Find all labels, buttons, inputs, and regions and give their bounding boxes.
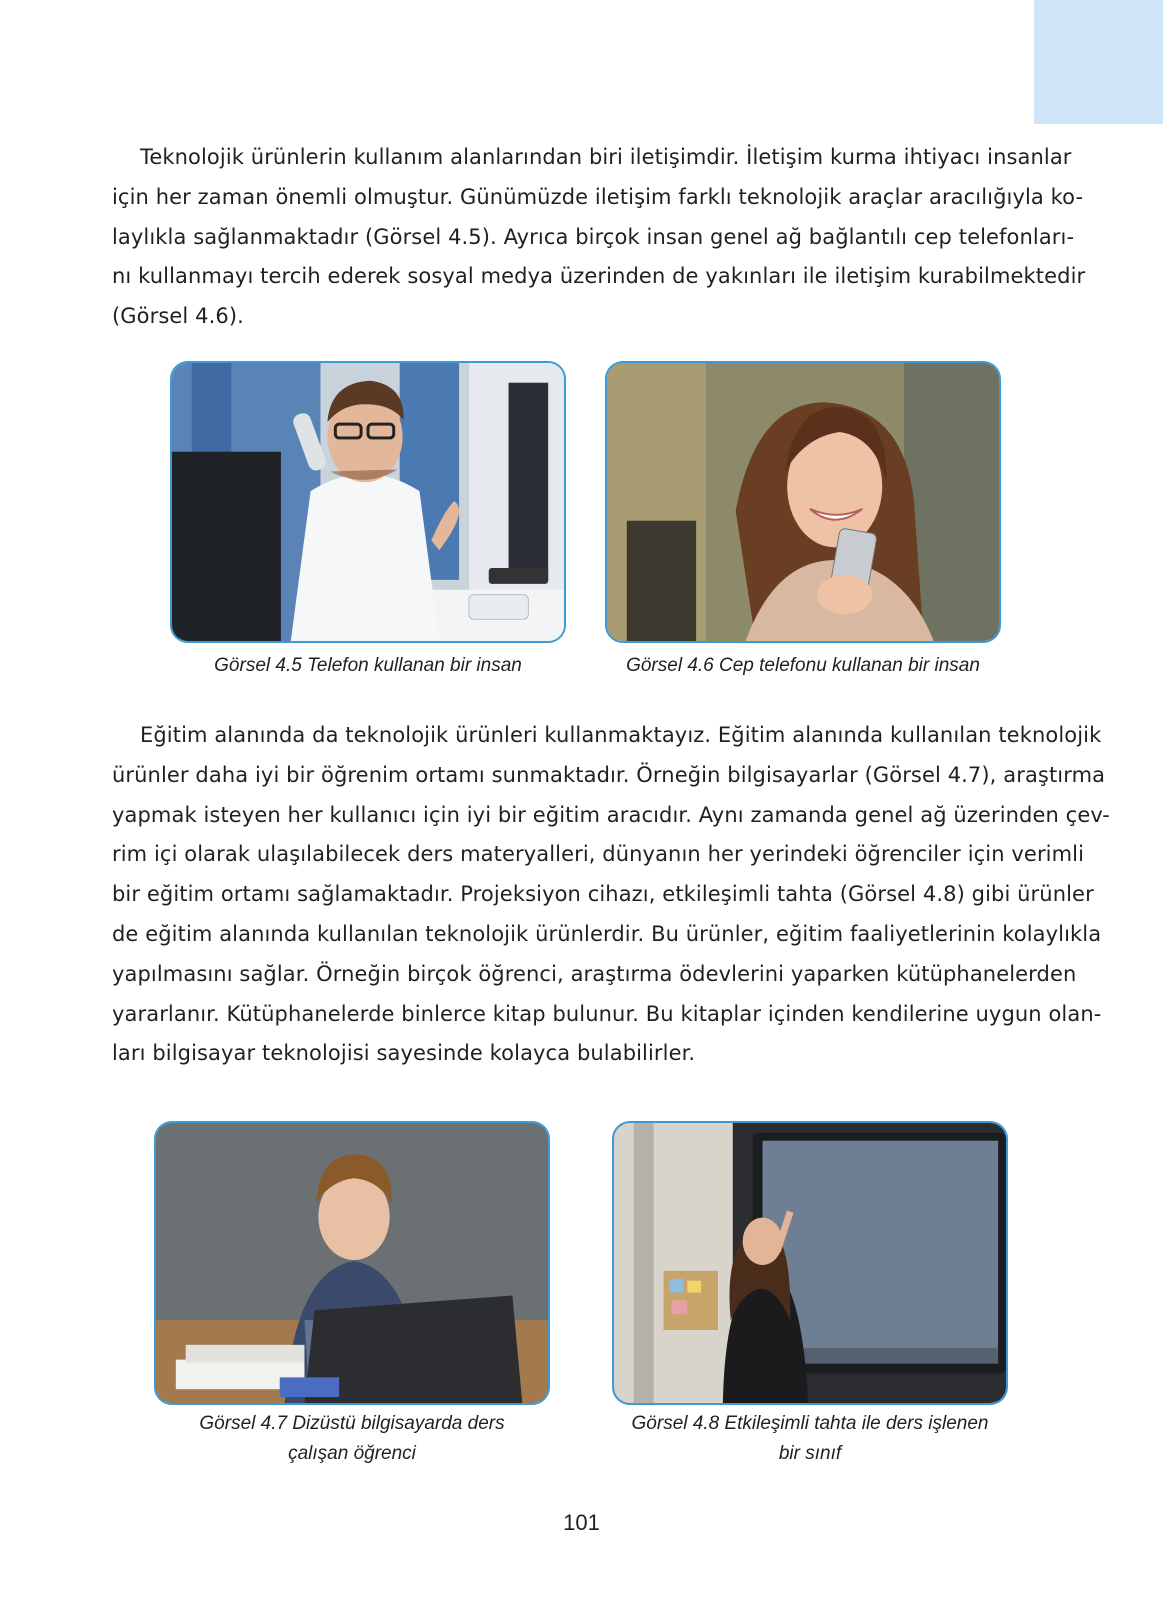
text-line: için her zaman önemli olmuştur. Günümüzde iletişim farklı teknolojik araçlar aracılığıyla ko- [112,184,1084,209]
photo-man-on-phone [170,361,566,643]
caption-line: Görsel 4.7 Dizüstü bilgisayarda ders [199,1413,505,1434]
text-line: Eğitim alanında da teknolojik ürünleri kullanmaktayız. Eğitim alanında kullanılan teknolojik [140,723,1102,747]
caption-figure-4-5 [170,651,566,681]
text-line: de eğitim alanında kullanılan teknolojik ürünlerdir. Bu ürünler, eğitim faaliyetlerinin kolaylıkla [112,921,1102,946]
paragraph-communication [112,138,1086,337]
photo-woman-with-smartphone [605,361,1001,643]
text-line: laylıkla sağlanmaktadır (Görsel 4.5). Ayrıca birçok insan genel ağ bağlantılı cep telefonları- [112,224,1075,249]
text-line: rim içi olarak ulaşılabilecek ders materyalleri, dünyanın her yerindeki öğrenciler için verimli [112,842,1085,867]
photo-student-with-laptop [154,1121,550,1405]
text-line: yapılmasını sağlar. Örneğin birçok öğrenci, araştırma ödevlerini yaparken kütüphanelerden [112,961,1077,986]
caption-line: Görsel 4.5 Telefon kullanan bir insan [214,655,522,676]
text-line: yapmak isteyen her kullanıcı için iyi bir eğitim aracıdır. Aynı zamanda genel ağ üzerinden çev- [112,802,1110,827]
text-line: bir eğitim ortamı sağlamaktadır. Projeksiyon cihazı, etkileşimli tahta (Görsel 4.8) gibi ürünler [112,882,1094,907]
caption-line: Görsel 4.8 Etkileşimli tahta ile ders işlenen [631,1413,989,1434]
corner-tab [1034,0,1163,124]
caption-line: çalışan öğrenci [288,1443,416,1464]
text-line: nı kullanmayı tercih ederek sosyal medya üzerinden de yakınları ile iletişim kurabilmektedir [112,264,1086,289]
caption-figure-4-7 [154,1409,550,1469]
caption-line: Görsel 4.6 Cep telefonu kullanan bir insan [626,655,980,676]
photo-interactive-board-class [612,1121,1008,1405]
caption-figure-4-6 [605,651,1001,681]
text-line: ları bilgisayar teknolojisi sayesinde kolayca bulabilirler. [112,1041,696,1066]
paragraph-education [112,716,1110,1074]
text-line: (Görsel 4.6). [112,304,244,329]
text-line: ürünler daha iyi bir öğrenim ortamı sunmaktadır. Örneğin bilgisayarlar (Görsel 4.7), araştırma [112,762,1106,787]
caption-line: bir sınıf [778,1443,842,1464]
text-line: Teknolojik ürünlerin kullanım alanlarından biri iletişimdir. İletişim kurma ihtiyacı insanlar [140,145,1072,169]
page-number: 101 [563,1510,600,1535]
caption-figure-4-8 [606,1409,1014,1469]
text-line: yararlanır. Kütüphanelerde binlerce kitap bulunur. Bu kitaplar içinden kendilerine uygun olan- [112,1001,1102,1026]
